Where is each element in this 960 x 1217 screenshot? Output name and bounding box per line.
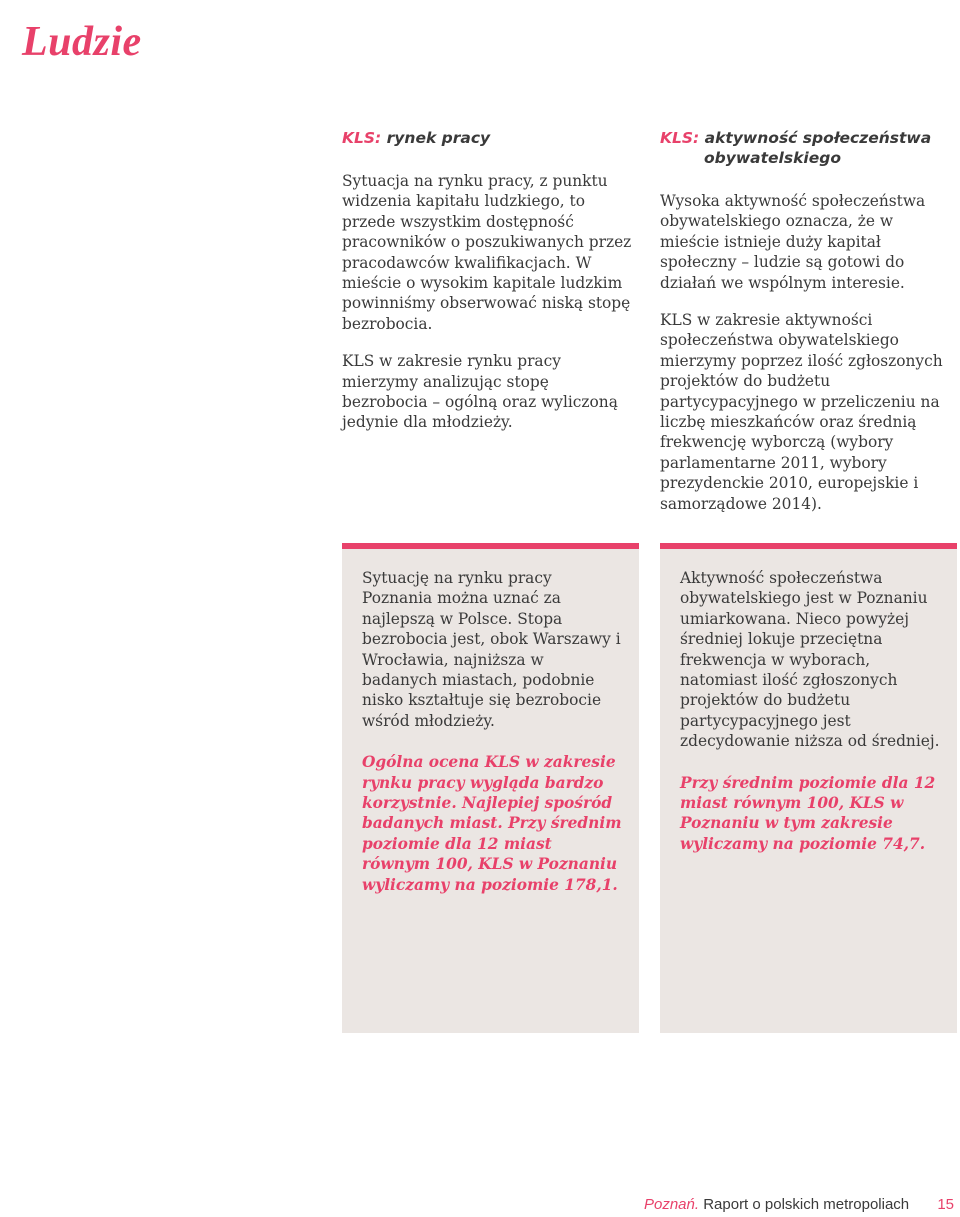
summary-box-labour-market <box>342 543 639 1033</box>
heading-text-line1: aktywność społeczeństwa <box>704 129 932 147</box>
section-labour-market <box>342 128 634 450</box>
heading-text: rynek pracy <box>386 129 491 147</box>
paragraph: KLS w zakresie rynku pracy mierzymy analizując stopę bezrobocia – ogólną oraz wyliczoną jedynie dla młodzieży. <box>342 352 618 432</box>
summary-highlight: Ogólna ocena KLS w zakresie rynku pracy wygląda bardzo korzystnie. Najlepiej spośród badanych miast. Przy średnim poziomie dla 12 miast równym 100, KLS w Poznaniu wyliczamy na poziomie 178,1. <box>362 753 622 894</box>
paragraph: Wysoka aktywność społeczeństwa obywatelskiego oznacza, że w mieście istnieje duży kapitał społeczny – ludzie są gotowi do działań we wspólnym interesie. <box>660 192 926 292</box>
section-civic-activity <box>660 128 956 531</box>
summary-text: Aktywność społeczeństwa obywatelskiego jest w Poznaniu umiarkowana. Nieco powyżej średniej lokuje przeciętna frekwencja w wyborach, natomiast ilość zgłoszonych projektów do budżetu partycypacyjnego jest zdecydowanie niższa od średniej. <box>680 569 940 751</box>
page-number: 15 <box>937 1196 954 1213</box>
kls-label: KLS: <box>660 129 700 147</box>
summary-text: Sytuację na rynku pracy Poznania można uznać za najlepszą w Polsce. Stopa bezrobocia jest, obok Warszawy i Wrocławia, najniższa w badanych miastach, podobnie nisko kształtuje się bezrobocie wśród młodzieży. <box>362 569 621 730</box>
paragraph: KLS w zakresie aktywności społeczeństwa obywatelskiego mierzymy poprzez ilość zgłoszonych projektów do budżetu partycypacyjnego w przeliczeniu na liczbę mieszkańców oraz średnią frekwencję wyborczą (wybory parlamentarne 2011, wybory prezydenckie 2010, europejskie i samorządowe 2014). <box>660 311 943 513</box>
heading-text-line2: obywatelskiego <box>704 149 841 167</box>
summary-box-civic-activity <box>660 543 957 1033</box>
page-footer <box>644 1196 954 1214</box>
paragraph: Sytuacja na rynku pracy, z punktu widzenia kapitału ludzkiego, to przede wszystkim dostępność pracowników o poszukiwanych przez pracodawców kwalifikacjach. W mieście o wysokim kapitale ludzkim powinniśmy obserwować niską stopę bezrobocia. <box>342 172 632 333</box>
footer-brand: Poznań. <box>643 1196 700 1213</box>
page-title: Ludzie <box>22 19 142 65</box>
summary-highlight: Przy średnim poziomie dla 12 miast równym 100, KLS w Poznaniu w tym zakresie wyliczamy na poziomie 74,7. <box>680 773 936 853</box>
footer-publication: Raport o polskich metropoliach <box>703 1196 910 1213</box>
kls-label: KLS: <box>342 129 382 147</box>
section-heading-civic-activity <box>660 128 956 168</box>
section-heading-labour-market <box>342 128 634 148</box>
